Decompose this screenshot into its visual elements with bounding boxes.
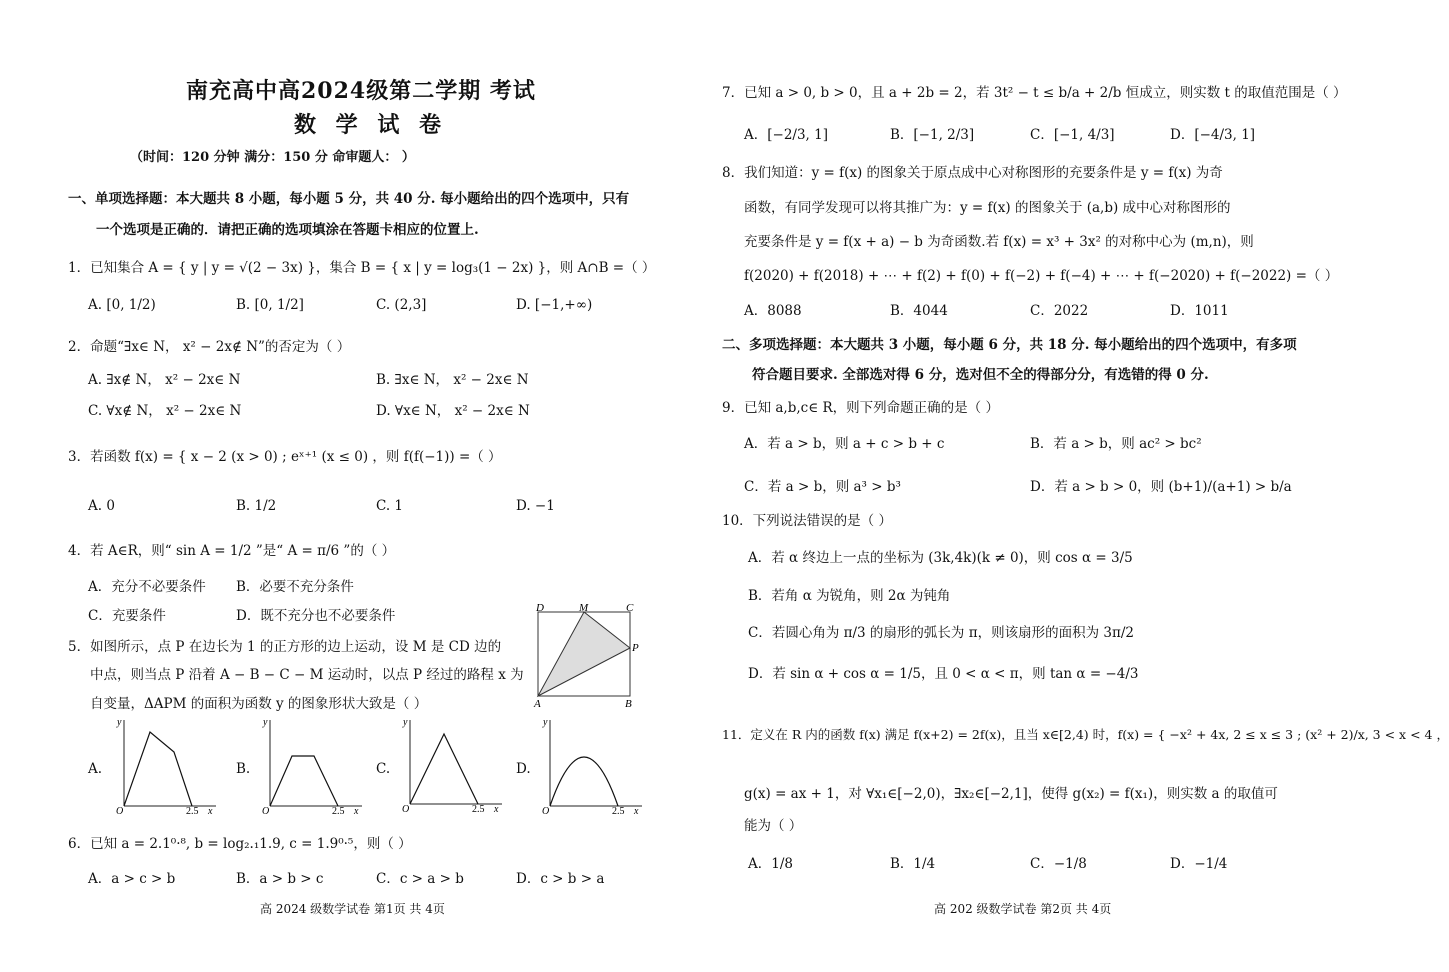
q6-option-c: C．c > a > b bbox=[376, 871, 464, 887]
q2-option-d: D. ∀x∈ N， x² − 2x∈ N bbox=[376, 403, 530, 419]
question-9: 9．已知 a,b,c∈ R，则下列命题正确的是（ ） bbox=[722, 400, 999, 416]
q4-option-b: B．必要不充分条件 bbox=[236, 579, 354, 595]
page-footer-right: 高 202 级数学试卷 第2页 共 4页 bbox=[934, 902, 1112, 916]
q2-option-c: C. ∀x∉ N， x² − 2x∈ N bbox=[88, 403, 242, 419]
tick-label: 2.5 bbox=[186, 806, 199, 817]
question-2: 2．命题“∃x∈ N， x² − 2x∉ N”的否定为（ ） bbox=[68, 339, 351, 355]
paper-subject-title: 数 学 试 卷 bbox=[294, 112, 447, 138]
q5-graph-c bbox=[398, 714, 506, 816]
question-8-line2: 函数，有同学发现可以将其推广为：y = f(x) 的图象关于 (a,b) 成中心对称图形的 bbox=[744, 200, 1231, 216]
q4-option-c: C．充要条件 bbox=[88, 608, 166, 624]
question-5-line2: 中点，则当点 P 沿着 A − B − C − M 运动时，以点 P 经过的路程 x 为 bbox=[90, 667, 524, 683]
question-10: 10．下列说法错误的是（ ） bbox=[722, 513, 892, 529]
q9-option-a: A．若 a > b，则 a + c > b + c bbox=[744, 436, 945, 452]
q1-option-c: C. (2,3] bbox=[376, 297, 427, 313]
question-8-line4: f(2020) + f(2018) + ⋯ + f(2) + f(0) + f(−2) + f(−4) + ⋯ + f(−2020) + f(−2022) =（ ） bbox=[744, 268, 1339, 284]
origin-label: O bbox=[542, 806, 550, 817]
section2-heading-cont: 符合题目要求. 全部选对得 6 分，选对但不全的得部分分，有选错的得 0 分. bbox=[752, 367, 1209, 383]
q9-option-d: D．若 a > b > 0，则 (b+1)/(a+1) > b/a bbox=[1030, 479, 1292, 495]
q5-option-b-label: B. bbox=[236, 761, 251, 777]
q5-graph-d bbox=[538, 714, 646, 816]
q3-option-a: A. 0 bbox=[88, 498, 115, 514]
question-11-line2: g(x) = ax + 1，对 ∀x₁∈[−2,0)，∃x₂∈[−2,1]，使得 g(x₂) = f(x₁)，则实数 a 的取值可 bbox=[744, 786, 1278, 802]
origin-label: O bbox=[402, 804, 410, 815]
q8-option-b: B．4044 bbox=[890, 303, 948, 319]
label-p: P bbox=[632, 642, 639, 654]
label-d: D bbox=[536, 602, 544, 614]
q10-option-c: C．若圆心角为 π/3 的扇形的弧长为 π，则该扇形的面积为 3π/2 bbox=[748, 625, 1134, 641]
section1-heading-cont: 一个选项是正确的．请把正确的选项填涂在答题卡相应的位置上. bbox=[96, 222, 479, 238]
question-5-line1: 5．如图所示，点 P 在边长为 1 的正方形的边上运动，设 M 是 CD 边的 bbox=[68, 639, 502, 655]
q10-option-d: D．若 sin α + cos α = 1/5，且 0 < α < π，则 tan α = −4/3 bbox=[748, 666, 1139, 682]
tick-label: 2.5 bbox=[612, 806, 625, 817]
question-11-line3: 能为（ ） bbox=[744, 818, 803, 834]
y-axis-label: y bbox=[117, 717, 122, 728]
question-1: 1．已知集合 A = { y | y = √(2 − 3x) }，集合 B = { x | y = log₃(1 − 2x) }，则 A∩B =（ ） bbox=[68, 260, 656, 276]
q8-option-d: D．1011 bbox=[1170, 303, 1229, 319]
q6-option-a: A．a > c > b bbox=[88, 871, 176, 887]
y-axis-label: y bbox=[263, 717, 268, 728]
q5-option-a-label: A. bbox=[88, 761, 103, 777]
question-3: 3．若函数 f(x) = { x − 2 (x > 0) ; eˣ⁺¹ (x ≤ 0) ，则 f(f(−1)) =（ ） bbox=[68, 449, 502, 465]
label-a: A bbox=[534, 698, 541, 710]
tick-label: 2.5 bbox=[472, 804, 485, 815]
q4-option-a: A．充分不必要条件 bbox=[88, 579, 206, 595]
q8-option-a: A．8088 bbox=[744, 303, 802, 319]
q4-option-d: D．既不充分也不必要条件 bbox=[236, 608, 396, 624]
question-5-line3: 自变量，ΔAPM 的面积为函数 y 的图象形状大致是（ ） bbox=[90, 696, 428, 712]
q7-option-a: A．[−2/3, 1] bbox=[744, 127, 828, 143]
q11-option-c: C．−1/8 bbox=[1030, 856, 1087, 872]
q5-graph-a bbox=[112, 714, 220, 816]
q11-option-d: D．−1/4 bbox=[1170, 856, 1228, 872]
question-4: 4．若 A∈R，则“ sin A = 1/2 ”是“ A = π/6 ”的（ ） bbox=[68, 543, 396, 559]
x-axis-label: x bbox=[208, 806, 213, 817]
square-figure bbox=[528, 600, 646, 712]
q5-option-d-label: D. bbox=[516, 761, 531, 777]
q2-option-b: B. ∃x∈ N， x² − 2x∈ N bbox=[376, 372, 529, 388]
question-11-line1: 11．定义在 R 内的函数 f(x) 满足 f(x+2) = 2f(x)，且当 x∈[2,4) 时，f(x) = { −x² + 4x, 2 ≤ x ≤ 3 ; (x² + 2)/x, 3 < x < 4 ， bbox=[722, 727, 1449, 742]
page-footer-left: 高 2024 级数学试卷 第1页 共 4页 bbox=[260, 902, 445, 916]
q1-option-d: D. [−1,+∞) bbox=[516, 297, 593, 313]
q8-option-c: C．2022 bbox=[1030, 303, 1089, 319]
q7-option-b: B．[−1, 2/3] bbox=[890, 127, 975, 143]
origin-label: O bbox=[262, 806, 270, 817]
q3-option-b: B. 1/2 bbox=[236, 498, 277, 514]
question-7: 7．已知 a > 0, b > 0，且 a + 2b = 2，若 3t² − t ≤ b/a + 2/b 恒成立，则实数 t 的取值范围是（ ） bbox=[722, 85, 1347, 101]
q11-option-a: A．1/8 bbox=[748, 856, 793, 872]
q1-option-b: B. [0, 1/2] bbox=[236, 297, 304, 313]
q5-option-c-label: C. bbox=[376, 761, 391, 777]
q11-option-b: B．1/4 bbox=[890, 856, 936, 872]
exam-info: （时间：120 分钟 满分：150 分 命审题人： ） bbox=[130, 150, 415, 165]
q2-option-a: A. ∃x∉ N， x² − 2x∈ N bbox=[88, 372, 241, 388]
question-6: 6．已知 a = 2.1⁰·⁸, b = log₂.₁1.9, c = 1.9⁰·⁵，则（ ） bbox=[68, 836, 412, 852]
label-b: B bbox=[625, 698, 632, 710]
origin-label: O bbox=[116, 806, 124, 817]
x-axis-label: x bbox=[494, 804, 499, 815]
section1-heading: 一、单项选择题：本大题共 8 小题，每小题 5 分，共 40 分. 每小题给出的四个选项中，只有 bbox=[68, 191, 630, 207]
tick-label: 2.5 bbox=[332, 806, 345, 817]
label-c: C bbox=[626, 602, 634, 614]
exam-title: 南充高中高2024级第二学期 考试 bbox=[186, 78, 536, 104]
q10-option-a: A．若 α 终边上一点的坐标为 (3k,4k)(k ≠ 0)，则 cos α = 3/5 bbox=[748, 550, 1133, 566]
q10-option-b: B．若角 α 为锐角，则 2α 为钝角 bbox=[748, 588, 951, 604]
q6-option-d: D．c > b > a bbox=[516, 871, 605, 887]
section2-heading: 二、多项选择题：本大题共 3 小题，每小题 6 分，共 18 分. 每小题给出的四个选项中，有多项 bbox=[722, 337, 1297, 353]
question-8-line3: 充要条件是 y = f(x + a) − b 为奇函数.若 f(x) = x³ + 3x² 的对称中心为 (m,n)，则 bbox=[744, 234, 1254, 250]
q6-option-b: B．a > b > c bbox=[236, 871, 324, 887]
q9-option-b: B．若 a > b，则 ac² > bc² bbox=[1030, 436, 1202, 452]
q9-option-c: C．若 a > b，则 a³ > b³ bbox=[744, 479, 901, 495]
q3-option-c: C. 1 bbox=[376, 498, 404, 514]
y-axis-label: y bbox=[543, 717, 548, 728]
label-m: M bbox=[579, 602, 589, 614]
q1-option-a: A. [0, 1/2) bbox=[88, 297, 156, 313]
q3-option-d: D. −1 bbox=[516, 498, 555, 514]
q7-option-d: D．[−4/3, 1] bbox=[1170, 127, 1256, 143]
x-axis-label: x bbox=[354, 806, 359, 817]
question-8-line1: 8．我们知道：y = f(x) 的图象关于原点成中心对称图形的充要条件是 y = f(x) 为奇 bbox=[722, 165, 1223, 181]
y-axis-label: y bbox=[403, 717, 408, 728]
q5-graph-b bbox=[258, 714, 366, 816]
x-axis-label: x bbox=[634, 806, 639, 817]
q7-option-c: C．[−1, 4/3] bbox=[1030, 127, 1115, 143]
